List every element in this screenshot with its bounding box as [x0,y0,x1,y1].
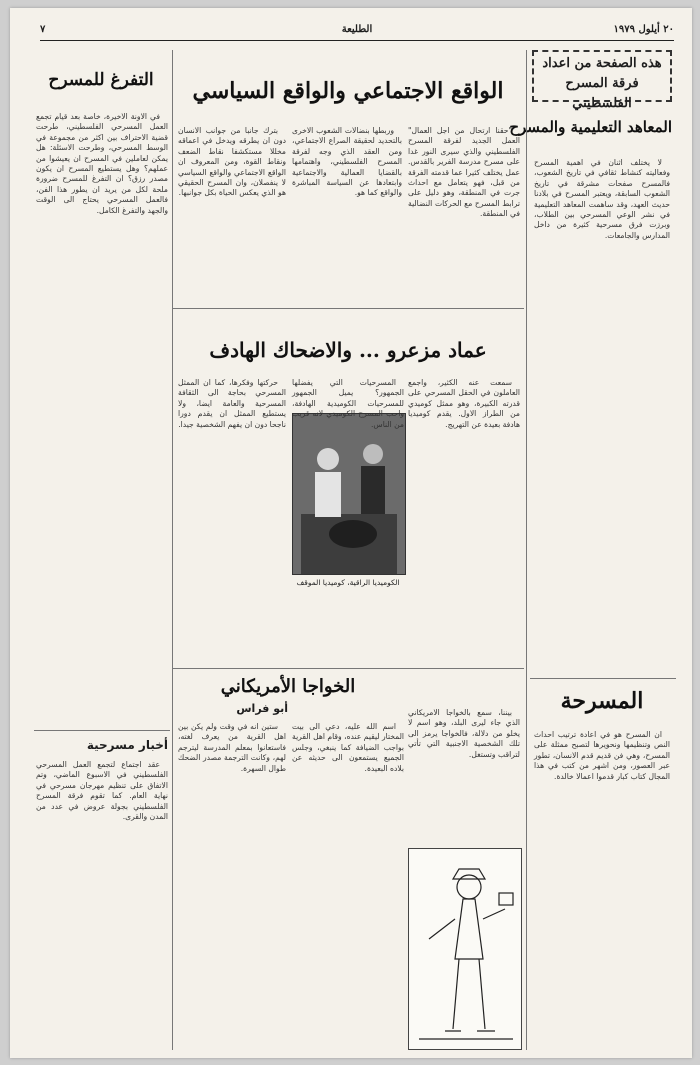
masraha-title: المسرحة [560,688,644,714]
right-divider [530,678,676,679]
photo-caption: الكوميديا الراقية، كوميديا الموقف [296,578,400,587]
third-article-col-3 [178,722,286,1052]
right-article-text [534,158,670,663]
right-article-title: المعاهد التعليمية والمسرح [509,118,672,136]
main-article-col-1 [408,126,520,301]
second-col-2-text: المسرحيات التي يفضلها الجمهور؟ يميل الجمهور للمسرحيات الكوميدية الهادفة، واحب المسرح الكوميدي لانه قريب من الناس. [292,378,404,429]
main-col-2-text: وربطها بنضالات الشعوب الاخرى بالتحديد لحقيقة الصراع الاجتماعي، ومن العقد الذي وجه لفرقة المسرح الفلسطيني، واهتمامها بالقضايا العمالية والاجتماعية وابتعادها عن السياسة المباشرة والواقع كما هو. [292,126,402,198]
page-header [40,22,674,41]
newspaper-page [10,8,692,1058]
second-article-title: عماد مزعرو ... والاضحاك الهادف [209,338,487,362]
masraha-text [534,730,670,1050]
third-col-2-text: اسم الله عليه، دعي الى بيت المختار ليقيم عنده، وقام اهل القرية بواجب الضيافة كما ينبغي، وجلس الجميع يستمعون الى حديثه عن بلاده البعيدة. [292,722,404,773]
news-text [36,760,168,1050]
second-col-3-text: حركتها وفكرها، كما ان الممثل المسرحي بحاجة الى الثقافة المسرحية والعامة ايضا، ولا يستطيع الممثل ان يقدم دورا ناجحا دون ان يفهم الشخصية جيدا. [178,378,286,429]
third-article-title: الخواجا الأمريكاني [220,676,356,697]
third-col-1-text: بيننا، سمع بالخواجا الامريكاني الذي جاء ليرى البلد، وهو اسم لا يخلو من دلالة، فالخواجا يرمز الى تلك الشخصية الاجنبية التي تأتي لتراقب وتستغل. [408,708,520,759]
right-article-paragraph: لا يختلف اثنان في اهمية المسرح وفعاليته كنشاط ثقافي في تاريخ الشعوب، فالمسرح صفحات مشرقة في تاريخ الشعوب السابقة، ويعتبر المسرح في بلادنا حديث العهد، وقد ساهمت المعاهد التعليمية في نشر الوعي المسرحي بين الطلاب، وبرزت فرق مسرحية كثيرة من داخل المدارس والجامعات. [534,158,670,240]
second-bottom-rule [172,668,524,669]
main-bottom-rule [172,308,524,309]
left-divider [34,730,170,731]
second-col-1-text: سمعت عنه الكثير، واجمع العاملون في الحقل المسرحي على قدرته الكبيرة، وهو ممثل كوميدي من الطراز الاول. يقدم كوميديا هادفة بعيدة عن التهريج. [408,378,520,429]
notice-line-2: فرقة المسرح الفلسطيني [565,76,639,111]
left-article-title: التفرغ للمسرح [48,70,154,90]
left-article-paragraph: في الاونة الاخيرة، خاصة بعد قيام تجمع العمل المسرحي الفلسطيني، طرحت قضية الاحتراف بين اكثر من مجموعة في الوسط المسرحي، وطرحت الاسئلة: هل يمكن لعاملين في المسرح ان يعيشوا من عملهم؟ وهل يستطيع المسرح ان يكون مصدر رزق؟ ان التفرغ للمسرح ضرورة ملحة لكل من يريد ان يطور هذا الفن، فالعمل المسرحي يحتاج الى الوقت والجهد والتفرغ الكامل. [36,112,168,215]
mid-left-column-rule [172,50,173,1050]
notice-box [532,50,672,111]
main-article-col-3 [178,126,286,301]
third-article-col-1 [408,708,520,838]
main-article-title: الواقع الاجتماعي والواقع السياسي [192,78,504,104]
issue-date: ٢٠ أيلول ١٩٧٩ [613,24,674,35]
news-paragraph: عقد اجتماع لتجمع العمل المسرحي الفلسطيني في الاسبوع الماضي، وتم الاتفاق على تنظيم مهرجان مسرحي في نهاية العام. كما تقوم فرقة المسرح الفلسطيني بجولة عروض في عدد من المدن والقرى. [36,760,168,822]
notice-line-1: هذه الصفحة من اعداد [542,56,662,71]
left-article-text [36,112,168,722]
main-col-1-text: "حقنا ارتحال من اجل العمال" العمل الجديد لفرقة المسرح الفلسطيني والذي سيرى النور غدا على مسرح مدرسة الفرير بالقدس. عمل يختلف كثيرا عما قدمته الفرقة من قبل، فهو يتعامل مع احداث جرت في المنطقة، وهو دليل على ترابط المسرح مع الحركات النضالية في المنطقة. [408,126,520,219]
photo-figures [293,414,405,574]
publication-name: الطليعة [341,24,373,35]
page-number: ٧ [40,24,46,35]
third-article-col-2 [292,722,404,1052]
news-title: أخبار مسرحية [86,738,168,752]
comedy-photo [292,413,406,575]
main-col-3-text: بترك جانبا من جوانب الانسان دون ان يطرقه ويدخل في اعماقه مخللا مستكشفا نقاط الضعف ونقاط القوة، ومن المعروف ان الواقع الاجتماعي والواقع السياسي لا ينفصلان، وان المسرح الحقيقي هو الذي يعكس الحياة بكل جوانبها. [178,126,286,198]
second-article-col-3 [178,378,286,663]
third-col-3-text: ستين انه في وقت ولم يكن بين اهل القرية من يعرف لغته، فاستعانوا بمعلم المدرسة ليترجم لهم، وكانت الترجمة مصدر الضحك طوال السهرة. [178,722,286,773]
right-column-rule [526,50,527,1050]
masraha-paragraph: ان المسرح هو في اعادة ترتيب احداث النص وتنظيمها ونحويرها لتصبح ممثلة على المسرح، وهي فن قديم قدم الانسان، تطور عبر العصور، ومن اشهر من كتب في هذا المجال كتاب كبار قدموا اعمالا خالدة. [534,730,670,781]
illustration-drawing [409,849,521,1049]
second-article-col-2 [292,378,404,429]
main-article-col-2 [292,126,402,301]
cowboy-illustration [408,848,522,1050]
second-article-col-1 [408,378,520,663]
third-article-author: أبو فراس [236,702,288,715]
